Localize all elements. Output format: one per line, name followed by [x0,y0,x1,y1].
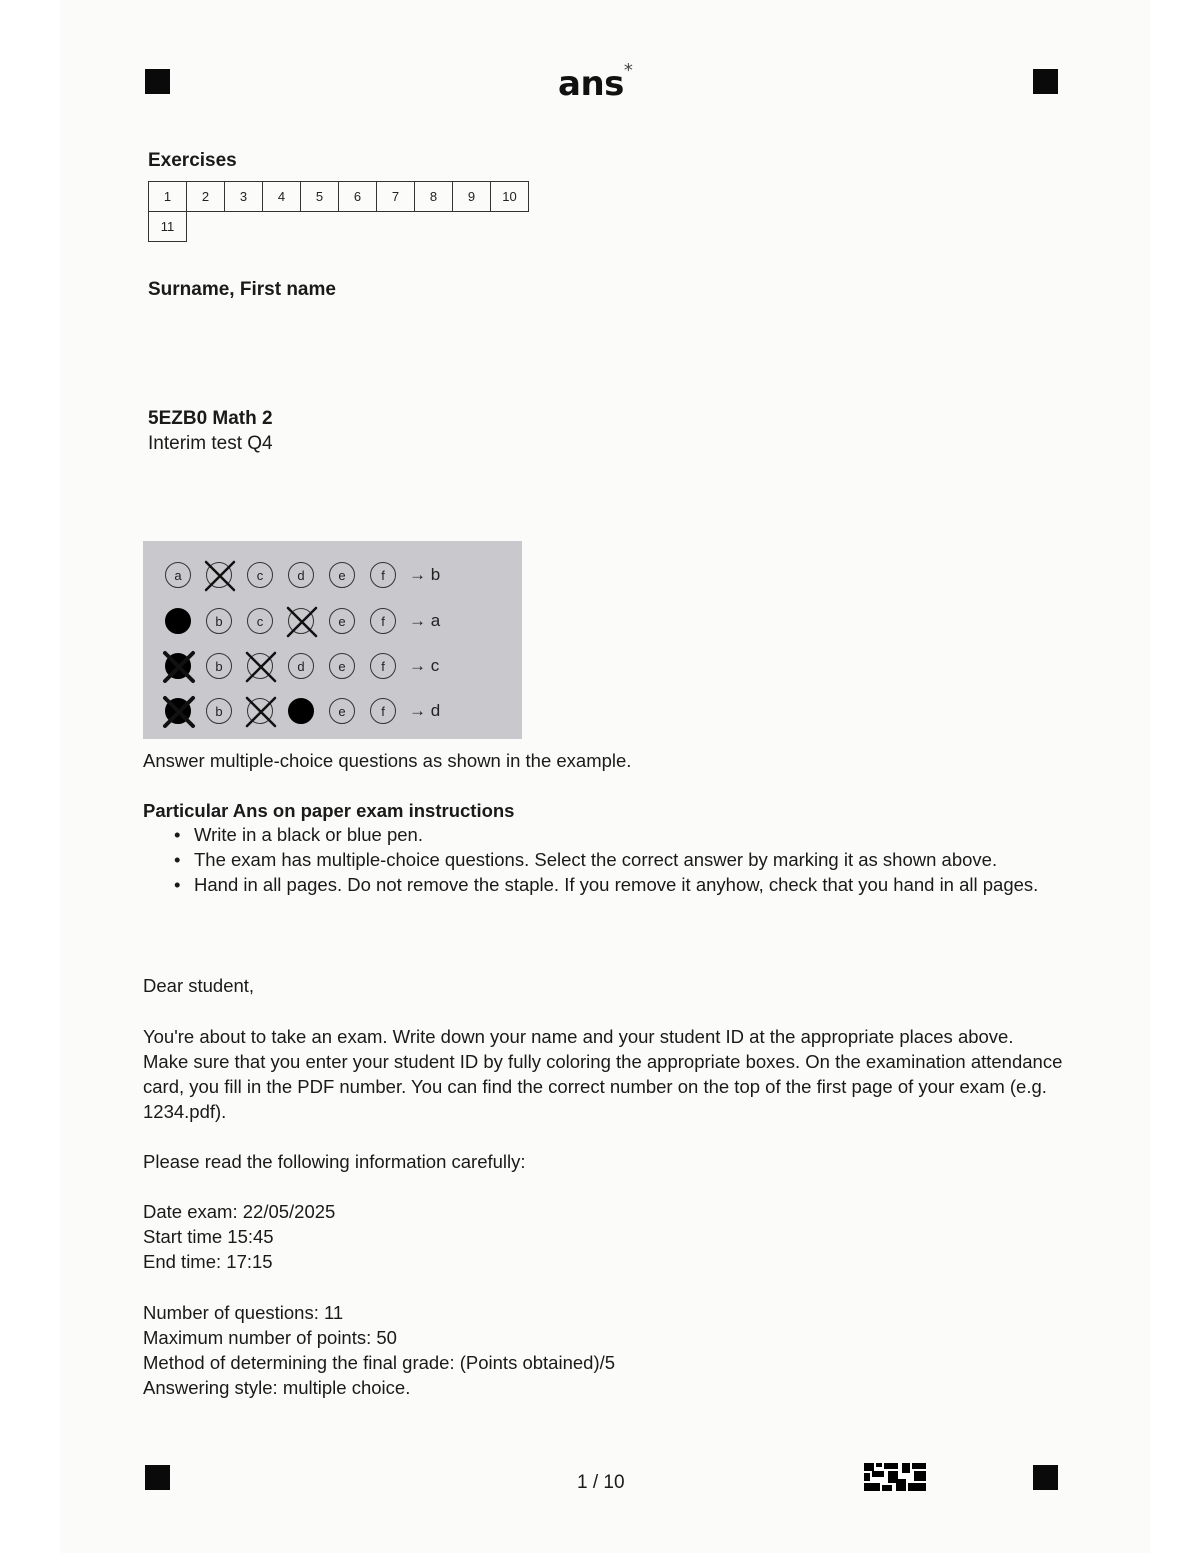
greeting: Dear student, [143,975,255,996]
example-bubble [329,698,355,724]
bubble-letter: e [338,567,346,583]
ans-logo: ans* [558,60,633,104]
bubble-letter: c [256,613,264,629]
example-row [165,558,440,592]
bubble-letter: e [338,703,346,719]
exam-scoring-block [143,1300,615,1400]
example-bubble [370,562,396,588]
cross-mark-icon [162,650,196,684]
exercise-cell: 5 [300,181,339,212]
bubble-letter: f [381,703,385,719]
bubble-letter: d [297,658,305,674]
cross-mark-icon [203,559,237,593]
example-bubble [247,698,273,724]
bubble-letter: c [256,567,264,583]
logo-asterisk: * [623,60,633,81]
read-carefully: Please read the following information carefully: [143,1151,526,1172]
letter-paragraph: You're about to take an exam. Write down your name and your student ID at the appropriate places above. Make sure that you enter your student ID by fully coloring the appropriate boxes. On the examination attendance card, you fill in the PDF number. You can find the correct number on the top of the first page of your exam (e.g. 1234.pdf). [143,1026,1063,1122]
example-bubble [206,608,232,634]
exercise-cell: 9 [452,181,491,212]
num-questions: Number of questions: 11 [143,1302,344,1323]
example-result: → a [409,611,441,630]
exercise-cell: 7 [376,181,415,212]
page-barcode [864,1463,926,1491]
bubble-letter: f [381,613,385,629]
bubble-letter: d [297,567,305,583]
instruction-item: • Hand in all pages. Do not remove the staple. If you remove it anyhow, check that you hand in all pages. [194,872,1084,897]
exam-start-time: Start time 15:45 [143,1226,274,1247]
example-result: → b [409,565,441,584]
example-bubble [329,608,355,634]
exercise-cell: 4 [262,181,301,212]
exam-end-time: End time: 17:15 [143,1251,273,1272]
example-result: → d [409,701,441,720]
exercises-label: Exercises [148,150,237,171]
exercise-cell: 2 [186,181,225,212]
example-row [165,694,440,728]
example-bubble [288,653,314,679]
example-bubble [370,698,396,724]
exercise-cell: 11 [148,211,187,242]
example-bubble [329,562,355,588]
exercise-cell: 6 [338,181,377,212]
example-bubble [165,653,191,679]
example-bubble [247,562,273,588]
example-bubble [370,653,396,679]
instructions-list [174,822,1084,897]
name-label: Surname, First name [148,279,336,300]
example-result: → c [409,656,440,675]
course-title: 5EZB0 Math 2 [148,408,273,429]
corner-marker-top-right [1033,69,1058,94]
cross-mark-icon [285,605,319,639]
example-row [165,649,439,683]
course-subtitle: Interim test Q4 [148,433,273,454]
example-bubble [165,698,191,724]
answer-style: Answering style: multiple choice. [143,1377,411,1398]
example-bubble [206,562,232,588]
example-bubble [288,698,314,724]
cross-mark-icon [244,695,278,729]
example-bubble [165,562,191,588]
example-bubble [288,608,314,634]
example-bubble [165,608,191,634]
corner-marker-top-left [145,69,170,94]
exercise-cell: 8 [414,181,453,212]
bubble-letter: f [381,567,385,583]
example-row [165,604,440,638]
exam-date: Date exam: 22/05/2025 [143,1201,336,1222]
exam-info-block [143,1199,335,1274]
instruction-item: • The exam has multiple-choice questions. Select the correct answer by marking it as shown above. [194,847,1084,872]
exercise-cell: 10 [490,181,529,212]
bubble-letter: b [215,658,223,674]
example-caption: Answer multiple-choice questions as shown in the example. [143,750,632,771]
cross-mark-icon [244,650,278,684]
bubble-letter: b [215,703,223,719]
corner-marker-bottom-right [1033,1465,1058,1490]
example-bubble [329,653,355,679]
cross-mark-icon [162,695,196,729]
example-bubble [370,608,396,634]
exercise-cell: 1 [148,181,187,212]
exercise-cell: 3 [224,181,263,212]
exercises-grid [148,181,528,241]
page-number: 1 / 10 [577,1472,625,1493]
corner-marker-bottom-left [145,1465,170,1490]
bubble-letter: f [381,658,385,674]
example-bubble [288,562,314,588]
instruction-item: • Write in a black or blue pen. [194,822,1084,847]
instructions-heading: Particular Ans on paper exam instructions [143,800,515,821]
grade-method: Method of determining the final grade: (Points obtained)/5 [143,1352,616,1373]
example-bubble [247,608,273,634]
answer-example-box [143,541,522,739]
bubble-letter: e [338,613,346,629]
exercises-row-2 [148,211,528,241]
example-bubble [206,653,232,679]
course-block [148,406,273,456]
example-bubble [247,653,273,679]
exercises-row-1 [148,181,528,211]
bubble-letter: b [215,613,223,629]
example-bubble [206,698,232,724]
bubble-letter: a [174,567,182,583]
bubble-letter: e [338,658,346,674]
max-points: Maximum number of points: 50 [143,1327,397,1348]
